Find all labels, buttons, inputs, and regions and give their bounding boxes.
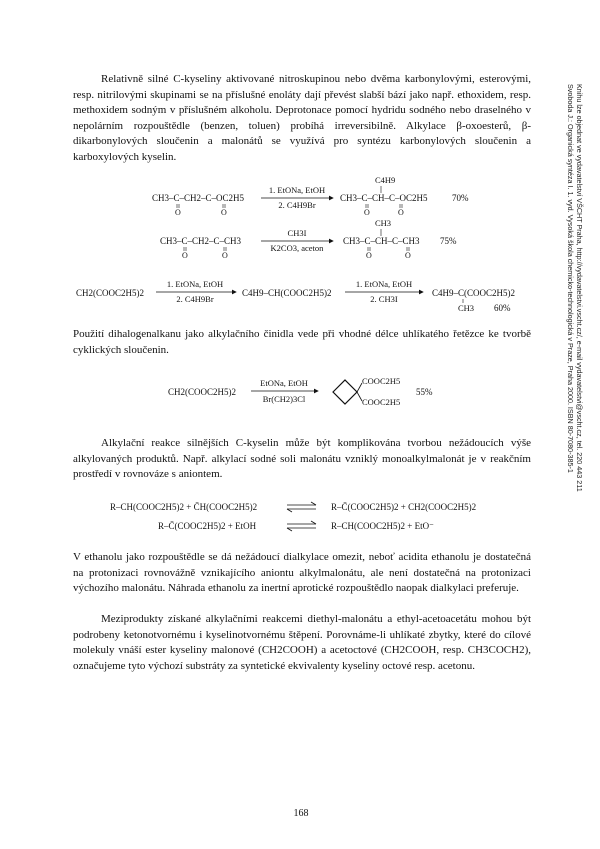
reaction-2-reagent-bottom: K2CO3, aceton [270,243,324,253]
carbonyl-o: O [405,251,411,260]
reaction-3-reagent2-bottom: 2. CH3I [370,294,398,304]
reaction-3-product: C4H9–C(COOC2H5)2 [432,288,516,298]
carbonyl-o: O [221,208,227,217]
reaction-3-yield: 60% [494,303,511,313]
carbonyl-o: O [222,251,228,260]
reaction-1-substituent: C4H9 [375,175,396,185]
equilibrium-1-left: R–CH(COOC2H5)2 + C̄H(COOC2H5)2 [110,502,258,512]
carbonyl-o: O [175,208,181,217]
cyclobutane-ring [333,380,357,404]
reaction-4 [168,376,433,407]
equilibrium-1 [110,502,476,512]
reaction-3 [76,279,515,313]
reaction-2-substituent: CH3 [375,218,392,228]
reaction-3-reactant: CH2(COOC2H5)2 [76,288,145,298]
side-citation-line2: Knihu lze objednat ve vydavatelství VŠCHT Praha, http://vydavatelstvi.vscht.cz/, e-mail vydavatelstvi@vscht.cz, tel. 220 443 211 [575,84,584,492]
reaction-2-reagent-top: CH3I [287,228,307,238]
paragraph-1: Relativně silné C-kyseliny aktivované nitroskupinou nebo dvěma karbonylovými, esterovými, resp. nitrilovými skupinami se na příslušné enoláty dají převést slabší bází jako např. ethoxidem, resp. methoxidem sodným v příslušném alkoholu. Deprotonace pomocí hydridu sodného nebo draselného v nepolárním rozpouštědle (benzen, toluen) probíhá irreversibilně. Alkylace β-oxoesterů, β-dikarbonylových sloučenin a malonátů se využívá pro syntézu karbonylových sloučenin a karboxylových kyselin. [73,73,531,163]
reaction-4-reagent-bottom: Br(CH2)3Cl [262,394,306,404]
reaction-3-reagent1-bottom: 2. C4H9Br [176,294,214,304]
reaction-4-reagent-top: EtONa, EtOH [260,378,308,388]
reaction-2-yield: 75% [440,236,457,246]
carbonyl-o: O [366,251,372,260]
reaction-2-reactant: CH3–C–CH2–C–CH3 [160,236,242,246]
paragraph-4: V ethanolu jako rozpouštědle se dá nežádoucí dialkylace omezit, neboť acidita ethanolu je dostatečná na protonizaci rovnovážně vznikajícího aniontu alkylmalonátu, ale není dostatečná na protonizaci výchozího malonátu. Náhrada ethanolu za inertní aprotické rozpouštědlo naopak dialkylaci preferuje. [73,551,531,595]
carbonyl-o: O [182,251,188,260]
equilibrium-2-left: R–C̄(COOC2H5)2 + EtOH [158,521,257,531]
reaction-4-reactant: CH2(COOC2H5)2 [168,387,237,397]
side-citation-line1: Svoboda J.: Organická syntéza I. 1. vyd. Vysoká škola chemicko-technologická v Praze, Praha 2000. ISBN 80-7080-385-1 [566,84,575,473]
carbonyl-o: O [398,208,404,217]
reaction-1-yield: 70% [452,193,469,203]
reaction-1-reagent-bottom: 2. C4H9Br [278,200,316,210]
reaction-1-reactant: CH3–C–CH2–C–OC2H5 [152,193,245,203]
reaction-1 [152,175,469,217]
paragraph-5: Meziprodukty získané alkylačními reakcemi diethyl-malonátu a ethyl-acetoacetátu mohou být podrobeny ketonotvornému i kyselinotvornému štěpení. Porovnáme-li uhlíkaté zbytky, které do cílové molekuly vnáší ester kyseliny malonové (CH2COOH) a acetoctové (CH2COOH, resp. CH3COCH2), označujeme tyto výchozí substráty za syntetické ekvivalenty kyseliny octové resp. acetonu. [73,613,531,672]
equilibrium-2 [158,521,434,531]
reaction-4-product-bottom: COOC2H5 [362,397,401,407]
reaction-2-product: CH3–C–CH–C–CH3 [343,236,420,246]
reaction-4-yield: 55% [416,387,433,397]
reaction-3-product-sub: CH3 [458,303,475,313]
reaction-4-product-top: COOC2H5 [362,376,401,386]
reaction-3-reagent1-top: 1. EtONa, EtOH [166,279,224,289]
reaction-1-product: CH3–C–CH–C–OC2H5 [340,193,428,203]
carbonyl-o: O [364,208,370,217]
page-number: 168 [293,808,309,819]
paragraph-2: Použití dihalogenalkanu jako alkylačního činidla vede při vhodné délce uhlíkatého řetězce ke tvorbě cyklických sloučenin. [73,328,531,356]
equilibrium-2-right: R–CH(COOC2H5)2 + EtO⁻ [331,521,434,531]
reaction-1-reagent-top: 1. EtONa, EtOH [268,185,326,195]
reaction-3-reagent2-top: 1. EtONa, EtOH [355,279,413,289]
reaction-3-intermediate: C4H9–CH(COOC2H5)2 [242,288,332,298]
equilibrium-1-right: R–C̄(COOC2H5)2 + CH2(COOC2H5)2 [331,502,477,512]
reaction-2 [160,218,457,260]
paragraph-3: Alkylační reakce silnějších C-kyselin může být komplikována tvorbou nežádoucích výše alkylovaných produktů. Např. alkylací sodné soli malonátu vzniklý monoalkylmalonát je v reakčním prostředí v rovnováze s aniontem. [73,437,531,481]
